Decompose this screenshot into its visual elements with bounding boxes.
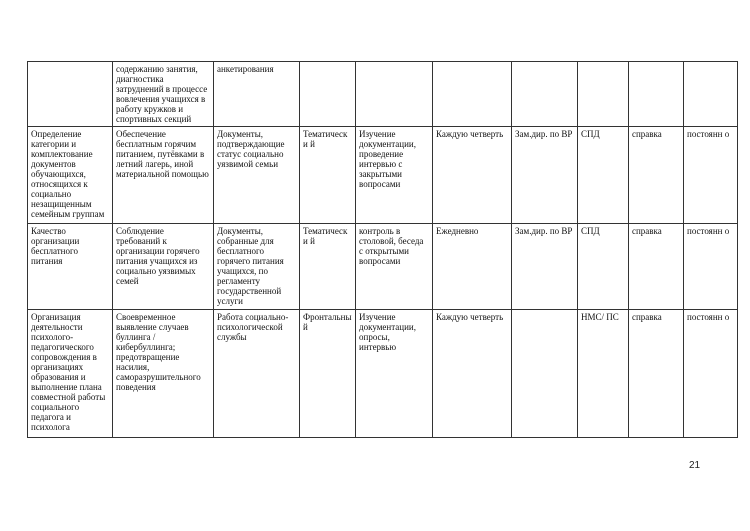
table-cell <box>512 310 578 438</box>
table-cell: Каждую четверть <box>433 127 512 224</box>
table-cell: Работа социально-психологической службы <box>214 310 300 438</box>
table-row <box>28 224 738 310</box>
table-cell <box>578 62 629 127</box>
table-cell: справка <box>629 310 684 438</box>
table-cell: Ежедневно <box>433 224 512 310</box>
table-cell <box>28 62 113 127</box>
table-cell: постоянн о <box>684 127 738 224</box>
table-cell: постоянн о <box>684 224 738 310</box>
table-cell <box>684 62 738 127</box>
table-cell: Документы, собранные для бесплатного горячего питания учащихся, по регламенту государственной услуги <box>214 224 300 310</box>
table-cell: анкетирования <box>214 62 300 127</box>
table-cell <box>512 62 578 127</box>
table-cell: Организация деятельности психолого-педагогического сопровождения в организациях образования и выполнение плана совместной работы социального педагога и психолога <box>28 310 113 438</box>
table-cell: Каждую четверть <box>433 310 512 438</box>
table-cell: Определение категории и комплектование документов обучающихся, относящихся к социально незащищенным семейным группам <box>28 127 113 224</box>
table-cell: содержанию занятия, диагностика затруднений в процессе вовлечения учащихся в работу кружков и спортивных секций <box>113 62 214 127</box>
table-cell: Обеспечение бесплатным горячим питанием, путёвками в летний лагерь, иной материальной помощью <box>113 127 214 224</box>
table-row <box>28 310 738 438</box>
table-cell: Тематически й <box>300 224 356 310</box>
table-cell: Документы, подтверждающие статус социально уязвимой семьи <box>214 127 300 224</box>
table-cell: справка <box>629 224 684 310</box>
table-cell: Изучение документации, проведение интервью с закрытыми вопросами <box>356 127 433 224</box>
table-cell: контроль в столовой, беседа с открытыми вопросами <box>356 224 433 310</box>
table-cell: СПД <box>578 127 629 224</box>
table-row <box>28 62 738 127</box>
table-cell: справка <box>629 127 684 224</box>
table-cell: Зам.дир. по ВР <box>512 127 578 224</box>
table-cell: СПД <box>578 224 629 310</box>
table-cell <box>300 62 356 127</box>
table-cell: Тематически й <box>300 127 356 224</box>
control-plan-table <box>27 61 738 438</box>
table-cell: НМС/ ПС <box>578 310 629 438</box>
table-cell: Изучение документации, опросы, интервью <box>356 310 433 438</box>
table-cell: Зам.дир. по ВР <box>512 224 578 310</box>
table-cell: Фронтальны й <box>300 310 356 438</box>
table-cell <box>356 62 433 127</box>
page-number: 21 <box>689 460 701 471</box>
table-cell: Соблюдение требований к организации горячего питания учащихся из социально уязвимых семей <box>113 224 214 310</box>
table-cell <box>629 62 684 127</box>
table-cell: постоянн о <box>684 310 738 438</box>
table-row <box>28 127 738 224</box>
table-cell <box>433 62 512 127</box>
table-cell: Своевременное выявление случаев буллинга /кибербуллинга; предотвращение насилия, саморазрушительного поведения <box>113 310 214 438</box>
table-cell: Качество организации бесплатного питания <box>28 224 113 310</box>
